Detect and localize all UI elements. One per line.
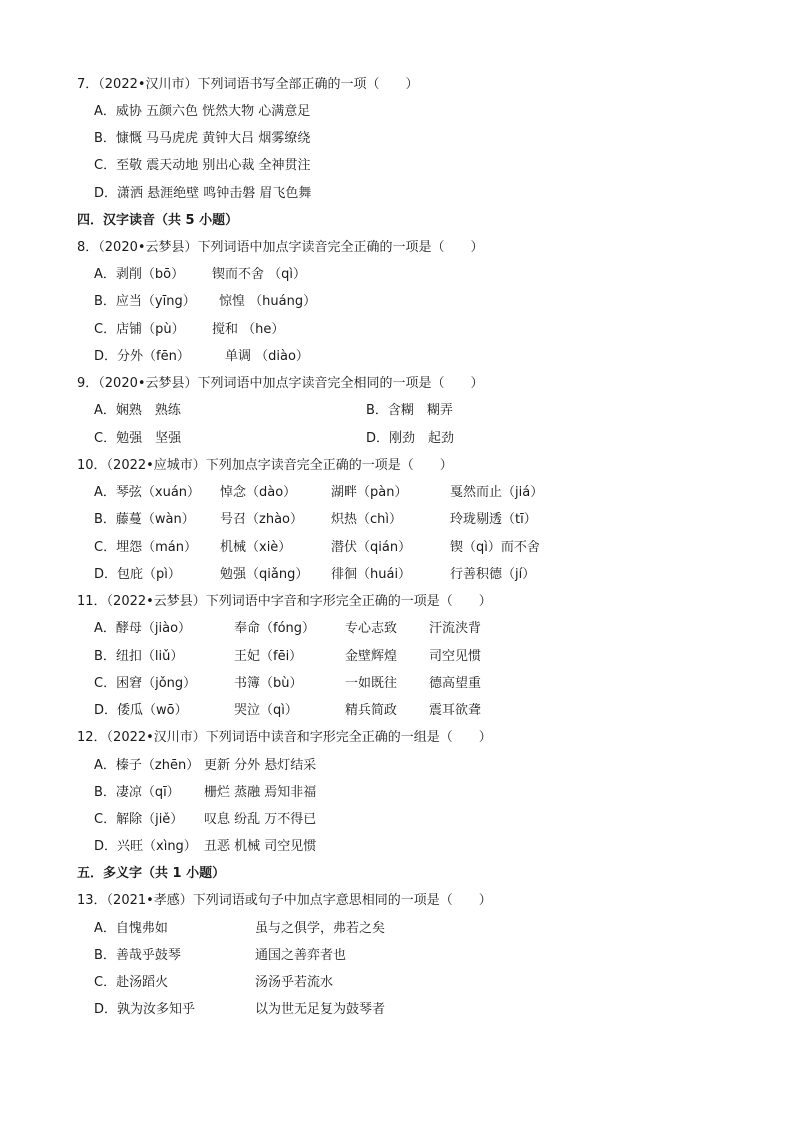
- option-cell: C．埋怨（mán）: [94, 540, 197, 555]
- option-cell: D．孰为汝多知乎: [94, 1002, 196, 1017]
- question-7-option-b: B．慷慨 马马虎虎 黄钟大吕 烟雾缭绕: [94, 131, 311, 146]
- option-cell: B．含糊 糊弄: [366, 403, 453, 418]
- option-cell: C．店铺（pù）: [94, 322, 185, 337]
- option-cell: B．善哉乎鼓琴: [94, 948, 181, 963]
- option-cell: A．榛子（zhēn）: [94, 758, 200, 773]
- option-cell: 哭泣（qì）: [234, 703, 298, 718]
- option-cell: D．分外（fēn）: [94, 349, 190, 364]
- option-cell: 汗流浃背: [429, 621, 482, 636]
- question-13-stem: 13．（2021•孝感）下列词语或句子中加点字意思相同的一项是（ ）: [77, 893, 492, 908]
- option-cell: C．勉强 坚强: [94, 431, 182, 446]
- option-cell: 湖畔（pàn）: [331, 485, 408, 500]
- option-cell: 金壁辉煌: [345, 649, 398, 664]
- option-cell: C．赴汤蹈火: [94, 975, 169, 990]
- option-cell: 徘徊（huái）: [331, 567, 412, 582]
- option-cell: 潜伏（qián）: [331, 540, 412, 555]
- question-7-option-a: A．威协 五颜六色 恍然大物 心满意足: [94, 104, 311, 119]
- option-cell: 玲珑剔透（tī）: [450, 512, 537, 527]
- option-cell: 德高望重: [429, 676, 482, 691]
- option-cell: A．剥削（bō）: [94, 267, 185, 282]
- option-cell: 王妃（fēi）: [234, 649, 303, 664]
- option-cell: 戛然而止（jiá）: [450, 485, 544, 500]
- option-cell: 锲而不舍 （qì）: [212, 267, 306, 282]
- option-cell: D．刚劲 起劲: [366, 431, 455, 446]
- option-cell: 号召（zhào）: [220, 512, 303, 527]
- option-cell: 悼念（dào）: [220, 485, 297, 500]
- option-cell: A．自愧弗如: [94, 921, 168, 936]
- option-cell: 书簿（bù）: [234, 676, 303, 691]
- option-cell: 虽与之俱学，弗若之矣: [255, 921, 386, 936]
- option-cell: 勉强（qiǎng）: [220, 567, 309, 582]
- question-11-stem: 11．（2022•云梦县）下列词语中字音和字形完全正确的一项是（ ）: [77, 594, 492, 609]
- option-cell: 通国之善弈者也: [255, 948, 347, 963]
- option-cell: 一如既往: [345, 676, 398, 691]
- question-8-stem: 8．（2020•云梦县）下列词语中加点字读音完全正确的一项是（ ）: [77, 240, 484, 255]
- option-cell: C．困窘（jǒng）: [94, 676, 197, 691]
- option-cell: 搅和 （he）: [212, 322, 285, 337]
- option-cell: 炽热（chì）: [331, 512, 402, 527]
- option-cell: D．倭瓜（wō）: [94, 703, 188, 718]
- option-cell: 丑恶 机械 司空见惯: [204, 839, 317, 854]
- question-10-stem: 10．（2022•应城市）下列加点字读音完全正确的一项是（ ）: [77, 458, 453, 473]
- question-7-option-c: C．至敬 震天动地 别出心裁 全神贯注: [94, 158, 311, 173]
- option-cell: 专心志致: [345, 621, 398, 636]
- option-cell: A．酵母（jiào）: [94, 621, 192, 636]
- option-cell: 震耳欲聋: [429, 703, 482, 718]
- option-cell: A．娴熟 熟练: [94, 403, 181, 418]
- option-cell: B．纽扣（liǔ）: [94, 649, 184, 664]
- option-cell: 更新 分外 悬灯结采: [204, 758, 317, 773]
- option-cell: D．兴旺（xìng）: [94, 839, 197, 854]
- option-cell: B．藤蔓（wàn）: [94, 512, 195, 527]
- option-cell: B．应当（yīng）: [94, 294, 196, 309]
- section-heading-4: 四．汉字读音（共 5 小题）: [77, 213, 239, 228]
- question-9-stem: 9．（2020•云梦县）下列词语中加点字读音完全相同的一项是（ ）: [77, 376, 484, 391]
- option-cell: 惊惶 （huáng）: [219, 294, 317, 309]
- option-cell: 司空见惯: [429, 649, 482, 664]
- section-heading-5: 五．多义字（共 1 小题）: [77, 866, 226, 881]
- option-cell: 行善积德（jí）: [450, 567, 536, 582]
- option-cell: 锲（qì）而不舍: [450, 540, 540, 555]
- option-cell: 叹息 纷乱 万不得已: [204, 812, 317, 827]
- option-cell: 单调 （diào）: [225, 349, 309, 364]
- option-cell: 汤汤乎若流水: [255, 975, 334, 990]
- option-cell: A．琴弦（xuán）: [94, 485, 201, 500]
- option-cell: B．凄凉（qī）: [94, 785, 180, 800]
- option-cell: 以为世无足复为鼓琴者: [255, 1002, 386, 1017]
- option-cell: 奉命（fóng）: [234, 621, 316, 636]
- option-cell: 栅烂 蒸融 焉知非福: [204, 785, 317, 800]
- option-cell: C．解除（jiě）: [94, 812, 184, 827]
- option-cell: 机械（xiè）: [220, 540, 292, 555]
- question-7-stem: 7．（2022•汉川市）下列词语书写全部正确的一项（ ）: [77, 77, 419, 92]
- option-cell: 精兵简政: [345, 703, 398, 718]
- option-cell: D．包庇（pì）: [94, 567, 181, 582]
- question-12-stem: 12．（2022•汉川市）下列词语中读音和字形完全正确的一组是（ ）: [77, 730, 492, 745]
- question-7-option-d: D．潇洒 悬涯绝壁 鸣钟击磐 眉飞色舞: [94, 186, 312, 201]
